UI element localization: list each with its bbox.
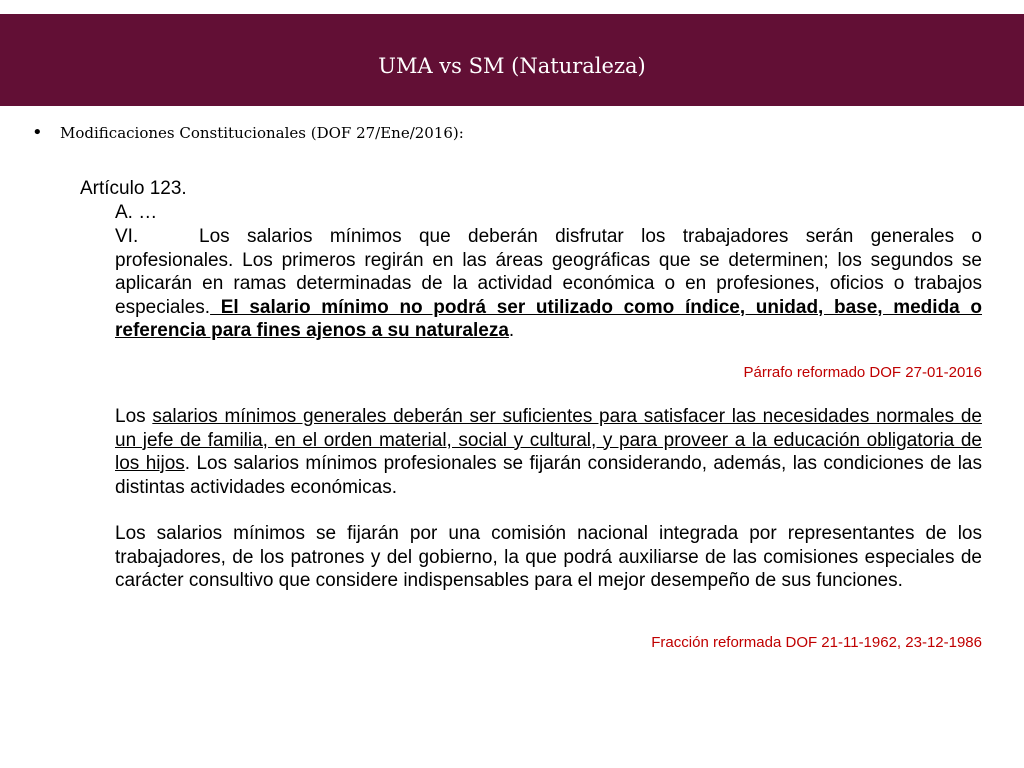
paragraph-vi-end: . (508, 320, 515, 341)
article-title: Artículo 123. (80, 178, 187, 199)
paragraph-vi-text: Los salarios mínimos que deberán disfrutar los trabajadores serán generales o profesionales. Los primeros regirán en las áreas geográficas que se determinen; los segundos se aplicarán en ramas determinadas de la actividad económica o en profesiones, oficios o trabajos especiales. (115, 226, 982, 318)
reform-note-paragraph: Párrafo reformado DOF 27-01-2016 (743, 364, 982, 381)
paragraph-vi-emphasis: El salario mínimo no podrá ser utilizado como índice, unidad, base, medida o referencia para fines ajenos a su naturaleza (115, 296, 982, 341)
article-paragraph-3: Los salarios mínimos se fijarán por una comisión nacional integrada por representantes de los trabajadores, de los patrones y del gobierno, la que podrá auxiliarse de las comisiones especiales de carácter consultivo que considere indispensables para el mejor desempeño de sus funciones. (115, 523, 982, 591)
paragraph-2-underlined: salarios mínimos generales deberán ser suficientes para satisfacer las necesidades normales de un jefe de familia, en el orden material, social y cultural, y para proveer a la educación obligatoria de los hijos (115, 406, 982, 474)
title-bar (0, 14, 1024, 106)
article-paragraph-vi (115, 225, 982, 343)
article-item-a: A. … (115, 202, 158, 223)
reform-note-fraction: Fracción reformada DOF 21-11-1962, 23-12-1986 (651, 634, 982, 651)
bullet-dot: • (32, 122, 43, 143)
article-paragraph-2 (115, 405, 982, 499)
item-vi-label: VI. (115, 226, 139, 247)
bullet-line (32, 122, 464, 143)
paragraph-2-rest: . Los salarios mínimos profesionales se fijarán considerando, además, las condiciones de las distintas actividades económicas. (115, 453, 982, 498)
slide-title: UMA vs SM (Naturaleza) (378, 54, 646, 78)
paragraph-2-start: Los (115, 406, 153, 427)
bullet-text: Modificaciones Constitucionales (DOF 27/Ene/2016): (60, 124, 464, 142)
